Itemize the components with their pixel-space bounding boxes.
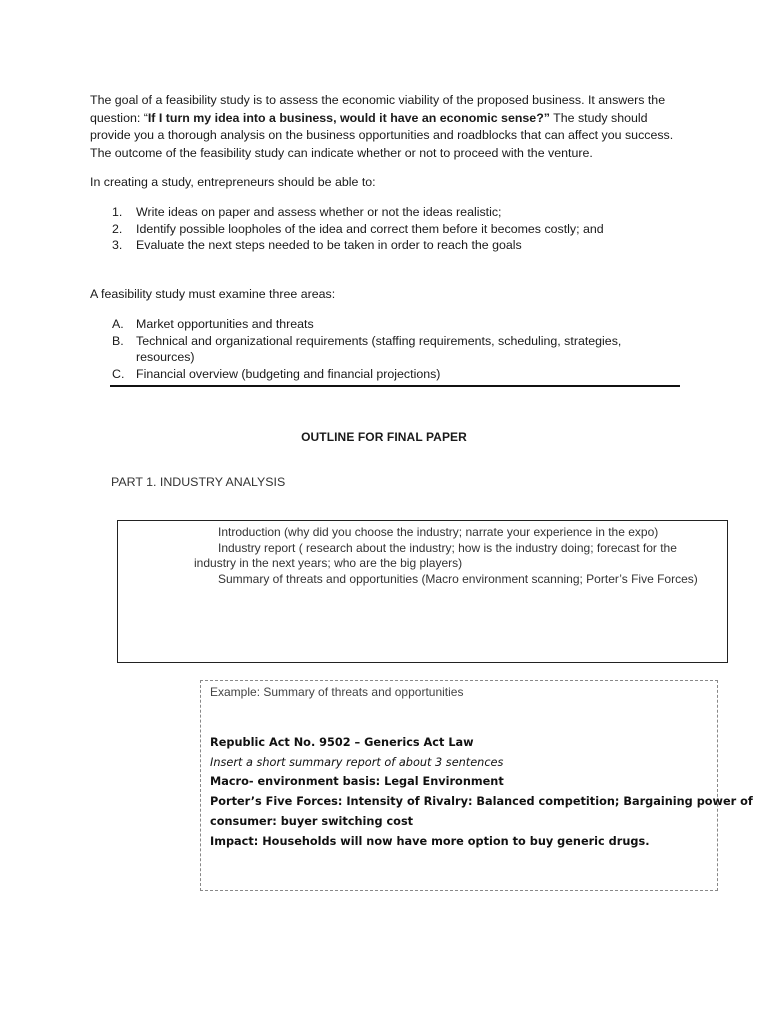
outline-item-industry-report: Industry report ( research about the industry; how is the industry doing; forecast for the industry in the next years; who are the big players) bbox=[194, 540, 677, 570]
intro-text-end: The study should provide you a thorough analysis on the business opportunities and roadblocks that can affect you success. The outcome of the feasibility study can indicate whether or not to proceed with the venture. bbox=[90, 110, 674, 160]
list-item-text: Technical and organizational requirements (staffing requirements, scheduling, strategies, resources) bbox=[136, 333, 622, 364]
list-marker: 3. bbox=[112, 238, 123, 252]
section-divider bbox=[110, 385, 680, 387]
list-item-text: Market opportunities and threats bbox=[136, 317, 314, 331]
list-item bbox=[110, 316, 670, 333]
intro-text-start: The goal of a feasibility study is to assess the economic viability of the proposed business. It answers the question: “ bbox=[90, 93, 666, 125]
list-item bbox=[110, 221, 670, 238]
outline-box bbox=[117, 520, 728, 663]
example-porter-line-1: Porter’s Five Forces: Intensity of Rivalry: Balanced competition; Bargaining power of bbox=[210, 795, 753, 809]
example-summary-hint: Insert a short summary report of about 3 sentences bbox=[210, 755, 504, 769]
intro-paragraph bbox=[90, 92, 690, 162]
list-item bbox=[110, 204, 670, 221]
list-item bbox=[110, 333, 670, 366]
list-marker: 2. bbox=[112, 221, 123, 236]
key-question: If I turn my idea into a business, would it have an economic sense?” bbox=[147, 110, 550, 125]
list-marker: B. bbox=[112, 333, 124, 348]
outline-item-threats-opportunities: Summary of threats and opportunities (Macro environment scanning; Porter’s Five Forces) bbox=[218, 571, 698, 586]
list-item-text: Identify possible loopholes of the idea and correct them before it becomes costly; and bbox=[136, 221, 604, 236]
example-impact: Impact: Households will now have more option to buy generic drugs. bbox=[210, 834, 650, 848]
list-marker: A. bbox=[112, 317, 124, 331]
list-item-text: Evaluate the next steps needed to be taken in order to reach the goals bbox=[136, 238, 522, 252]
steps-list bbox=[110, 204, 670, 254]
list-item bbox=[110, 366, 670, 383]
outline-heading: OUTLINE FOR FINAL PAPER bbox=[301, 430, 467, 444]
list-item-text: Write ideas on paper and assess whether or not the ideas realistic; bbox=[136, 205, 502, 219]
example-porter-line-2: consumer: buyer switching cost bbox=[210, 814, 414, 828]
outline-items bbox=[194, 525, 722, 587]
list-marker: 1. bbox=[112, 205, 123, 219]
list-item bbox=[110, 237, 670, 254]
areas-intro-text: A feasibility study must examine three areas: bbox=[90, 287, 336, 301]
list-item-text: Financial overview (budgeting and financial projections) bbox=[136, 366, 441, 381]
example-body bbox=[210, 733, 753, 851]
example-title: Example: Summary of threats and opportunities bbox=[210, 685, 464, 699]
study-intro-text: In creating a study, entrepreneurs should be able to: bbox=[90, 175, 376, 189]
part-1-title: PART 1. INDUSTRY ANALYSIS bbox=[111, 475, 286, 489]
example-box bbox=[200, 680, 753, 891]
outline-item-introduction: Introduction (why did you choose the industry; narrate your experience in the expo) bbox=[218, 525, 659, 539]
example-macro-environment: Macro- environment basis: Legal Environment bbox=[210, 775, 504, 789]
areas-list bbox=[110, 316, 670, 382]
list-marker: C. bbox=[112, 366, 125, 381]
example-law: Republic Act No. 9502 – Generics Act Law bbox=[210, 736, 474, 749]
